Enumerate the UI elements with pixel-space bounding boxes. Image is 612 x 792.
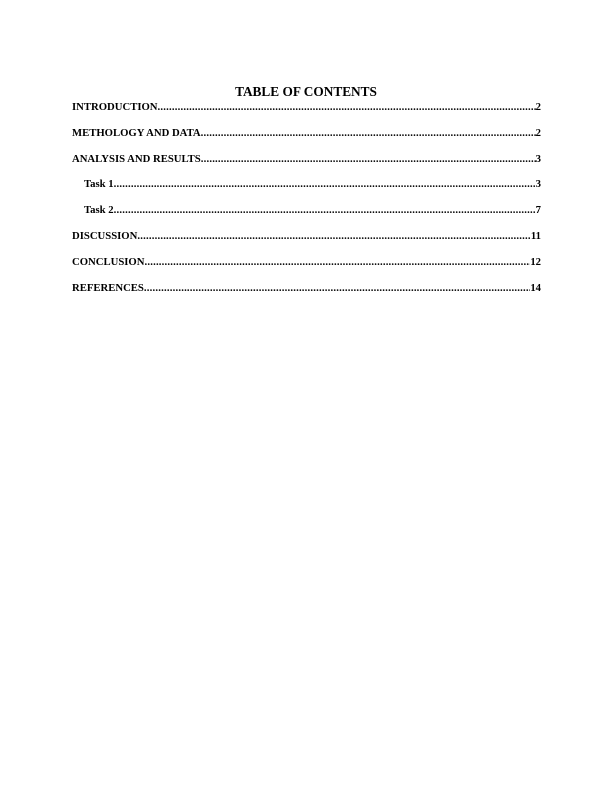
dot-leader <box>158 100 536 114</box>
toc-entry-references[interactable] <box>72 281 541 295</box>
toc-entry-label: Task 2 <box>84 204 114 216</box>
toc-entry-label: CONCLUSION <box>72 256 145 268</box>
toc-entry-introduction[interactable] <box>72 100 541 114</box>
toc-entry-page-number: 3 <box>535 178 541 190</box>
toc-entry-label: METHOLOGY AND DATA <box>72 127 201 139</box>
toc-entry-label: DISCUSSION <box>72 230 138 242</box>
dot-leader <box>114 203 536 217</box>
toc-entry-label: Task 1 <box>84 178 114 190</box>
toc-entry-methodology-and-data[interactable] <box>72 126 541 140</box>
dot-leader <box>137 229 531 243</box>
toc-entry-analysis-and-results[interactable] <box>72 152 541 166</box>
dot-leader <box>114 177 536 191</box>
toc-entry-task-1[interactable] <box>84 177 541 191</box>
toc-entry-page-number: 11 <box>530 230 541 242</box>
toc-entry-label: ANALYSIS AND RESULTS <box>72 153 201 165</box>
dot-leader <box>144 255 530 269</box>
toc-title: TABLE OF CONTENTS <box>235 84 377 99</box>
toc-entry-page-number: 12 <box>530 256 541 268</box>
toc-entry-page-number: 3 <box>535 153 541 165</box>
toc-entry-label: INTRODUCTION <box>72 101 158 113</box>
toc-entry-conclusion[interactable] <box>72 255 541 269</box>
toc-entry-page-number: 7 <box>535 204 541 216</box>
toc-entry-page-number: 2 <box>535 127 541 139</box>
toc-entry-discussion[interactable] <box>72 229 541 243</box>
toc-entry-label: REFERENCES <box>72 282 144 294</box>
toc-entry-page-number: 2 <box>535 101 541 113</box>
dot-leader <box>201 152 536 166</box>
dot-leader <box>201 126 536 140</box>
toc-entry-task-2[interactable] <box>84 203 541 217</box>
toc-entry-page-number: 14 <box>530 282 541 294</box>
dot-leader <box>144 281 530 295</box>
